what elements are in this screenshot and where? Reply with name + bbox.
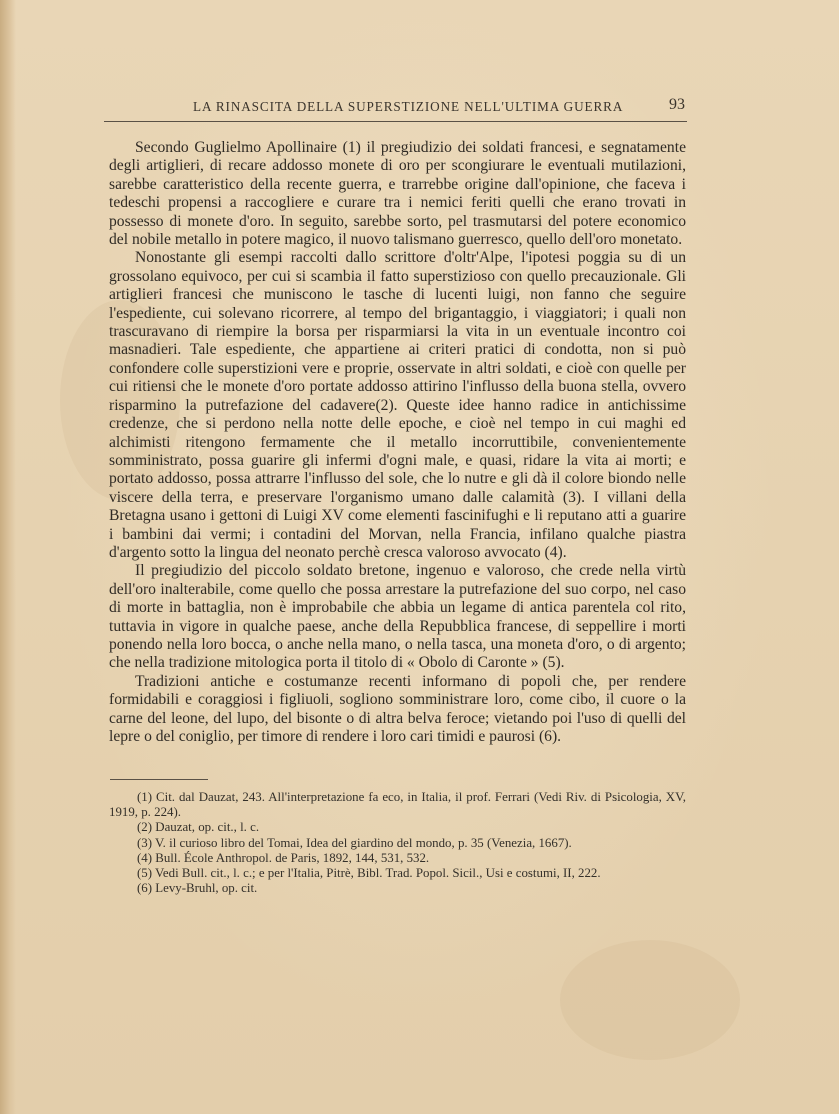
footnote: (6) Levy-Bruhl, op. cit. <box>137 881 258 896</box>
running-head: LA RINASCITA DELLA SUPERSTIZIONE NELL'ULTIMA GUERRA <box>193 99 624 114</box>
paper-stain <box>560 940 740 1060</box>
footnotes <box>109 790 686 896</box>
footnote: (1) Cit. dal Dauzat, 243. All'interpretazione fa eco, in Italia, il prof. Ferrari (Vedi Riv. di Psicologia, XV, 1919, p. 224). <box>109 790 686 820</box>
footnote-rule <box>110 779 208 780</box>
paragraph: Secondo Guglielmo Apollinaire (1) il pregiudizio dei soldati francesi, e segnatamente degli artiglieri, di recare addosso monete di oro per scongiurare le eventuali mutilazioni, sarebbe caratteristico della recente guerra, e trarrebbe origine dall'opinione, che faceva i tedeschi propensi a raccogliere e curare tra i nemici feriti quelli che erano trovati in possesso di monete d'oro. In seguito, sarebbe sorto, pel trasmutarsi del potere economico del nobile metallo in potere magico, il nuovo talismano guerresco, quello dell'oro monetato. <box>109 139 686 249</box>
paragraph: Nonostante gli esempi raccolti dallo scrittore d'oltr'Alpe, l'ipotesi poggia su di un grossolano equivoco, per cui si scambia il fatto superstizioso con quello precauzionale. Gli artiglieri francesi che muniscono le tasche di lucenti luigi, non fanno che seguire l'espediente, cui solevano ricorrere, al tempo del brigantaggio, i viaggiatori; i quali non trascuravano di riempire la borsa per risparmiarsi la vita in un eventuale incontro coi masnadieri. Tale espediente, che appartiene ai criteri pratici di condotta, non si può confondere colle superstizioni vere e proprie, osservate in altri soldati, e cioè con quelle per cui ritiensi che le monete d'oro portate addosso attirino l'influsso della buona stella, ovvero risparmino la putrefazione del cadavere(2). Queste idee hanno radice in antichissime credenze, che si perdono nella notte delle epoche, e cioè nel tempo in cui maghi ed alchimisti ritengono fermamente che il metallo incorruttibile, convenientemente somministrato, possa guarire gli infermi d'ogni male, e quasi, ridare la vita ai morti; e portato addosso, possa attrarre l'influsso del sole, che lo nutre e gli dà il colore biondo nelle viscere della terra, e preservare l'organismo umano dalle calamità (3). I villani della Bretagna usano i gettoni di Luigi XV come elementi fascinifughi e li reputano atti a guarire i bambini dai vermi; i contadini del Morvan, nella Francia, infilano qualche piastra d'argento sotto la lingua del neonato perchè cresca valoroso avvocato (4). <box>109 249 686 561</box>
page-number: 93 <box>669 96 685 113</box>
footnote: (3) V. il curioso libro del Tomai, Idea del giardino del mondo, p. 35 (Venezia, 1667). <box>137 835 572 850</box>
body-text <box>109 139 686 746</box>
footnote: (4) Bull. École Anthropol. de Paris, 1892, 144, 531, 532. <box>137 850 430 865</box>
page-binding-edge <box>0 0 16 1114</box>
paragraph: Tradizioni antiche e costumanze recenti informano di popoli che, per rendere formidabili e coraggiosi i figliuoli, sogliono somministrare loro, come cibo, il cuore o la carne del leone, del lupo, del bisonte o di altra belva feroce; vietando poi l'uso di quelli del lepre o del coniglio, per timore di rendere i loro cari timidi e paurosi (6). <box>109 672 686 745</box>
paragraph: Il pregiudizio del piccolo soldato bretone, ingenuo e valoroso, che crede nella virtù dell'oro inalterabile, come quello che possa arrestare la putrefazione del suo corpo, nel caso di morte in battaglia, non è improbabile che abbia un legame di antica parentela col rito, tuttavia in vigore in qualche paese, anche della Repubblica francese, di seppellire i morti ponendo nella loro bocca, o anche nella mano, o nella tasca, una moneta d'oro, o di argento; che nella tradizione mitologica porta il titolo di « Obolo di Caronte » (5). <box>109 562 686 672</box>
footnote: (5) Vedi Bull. cit., l. c.; e per l'Italia, Pitrè, Bibl. Trad. Popol. Sicil., Usi e costumi, II, 222. <box>137 866 601 881</box>
header-rule <box>104 121 687 122</box>
footnote: (2) Dauzat, op. cit., l. c. <box>137 820 260 835</box>
page-header <box>193 96 685 121</box>
